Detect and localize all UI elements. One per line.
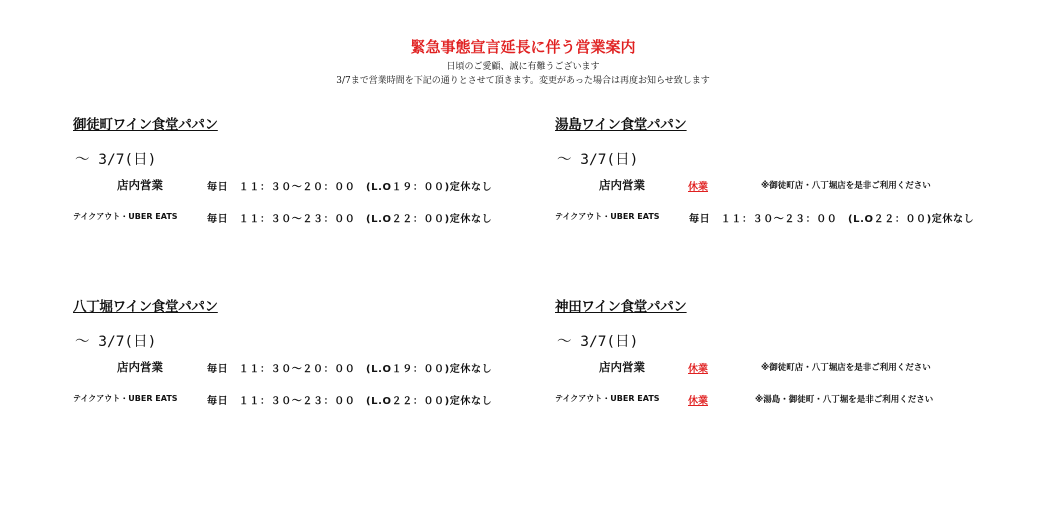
dine-in-closed-badge: 休業 (688, 182, 708, 193)
takeout-note: ※湯島・御徒町・八丁堀を是非ご利用ください (755, 395, 934, 405)
store-name: 神田ワイン食堂パパン (555, 299, 687, 315)
dine-in-label: 店内営業 (117, 178, 163, 192)
dine-in-label: 店内営業 (599, 178, 645, 192)
store-name: 御徒町ワイン食堂パパン (73, 117, 218, 133)
store-hatchobori (73, 295, 543, 425)
takeout-hours: 毎日 １１：３０～２３：００ (L.O２２：００)定休なし (689, 214, 975, 225)
takeout-label: テイクアウト・UBER EATS (555, 394, 660, 403)
store-period: ～ 3/7(日) (557, 334, 639, 350)
takeout-label: テイクアウト・UBER EATS (555, 212, 660, 221)
greeting-line: 日頃のご愛顧、誠に有難うございます (446, 62, 600, 72)
dine-in-hours: 毎日 １１：３０～２０：００ (L.O１９：００)定休なし (207, 182, 493, 193)
store-kanda (555, 295, 1025, 425)
notice-line: 3/7まで営業時間を下記の通りとさせて頂きます。変更があった場合は再度お知らせ致します (336, 76, 710, 86)
dine-in-note: ※御徒町店・八丁堀店を是非ご利用ください (761, 181, 931, 191)
takeout-label: テイクアウト・UBER EATS (73, 394, 178, 403)
dine-in-label: 店内営業 (599, 360, 645, 374)
store-name: 八丁堀ワイン食堂パパン (73, 299, 218, 315)
takeout-closed-badge: 休業 (688, 396, 708, 407)
store-yushima (555, 113, 1025, 243)
takeout-hours: 毎日 １１：３０～２３：００ (L.O２２：００)定休なし (207, 214, 493, 225)
page-title: 緊急事態宣言延長に伴う営業案内 (410, 38, 636, 56)
dine-in-note: ※御徒町店・八丁堀店を是非ご利用ください (761, 363, 931, 373)
store-period: ～ 3/7(日) (75, 334, 157, 350)
store-period: ～ 3/7(日) (75, 152, 157, 168)
takeout-hours: 毎日 １１：３０～２３：００ (L.O２２：００)定休なし (207, 396, 493, 407)
store-period: ～ 3/7(日) (557, 152, 639, 168)
dine-in-label: 店内営業 (117, 360, 163, 374)
store-okachimachi (73, 113, 543, 243)
takeout-label: テイクアウト・UBER EATS (73, 212, 178, 221)
store-name: 湯島ワイン食堂パパン (555, 117, 687, 133)
dine-in-closed-badge: 休業 (688, 364, 708, 375)
dine-in-hours: 毎日 １１：３０～２０：００ (L.O１９：００)定休なし (207, 364, 493, 375)
